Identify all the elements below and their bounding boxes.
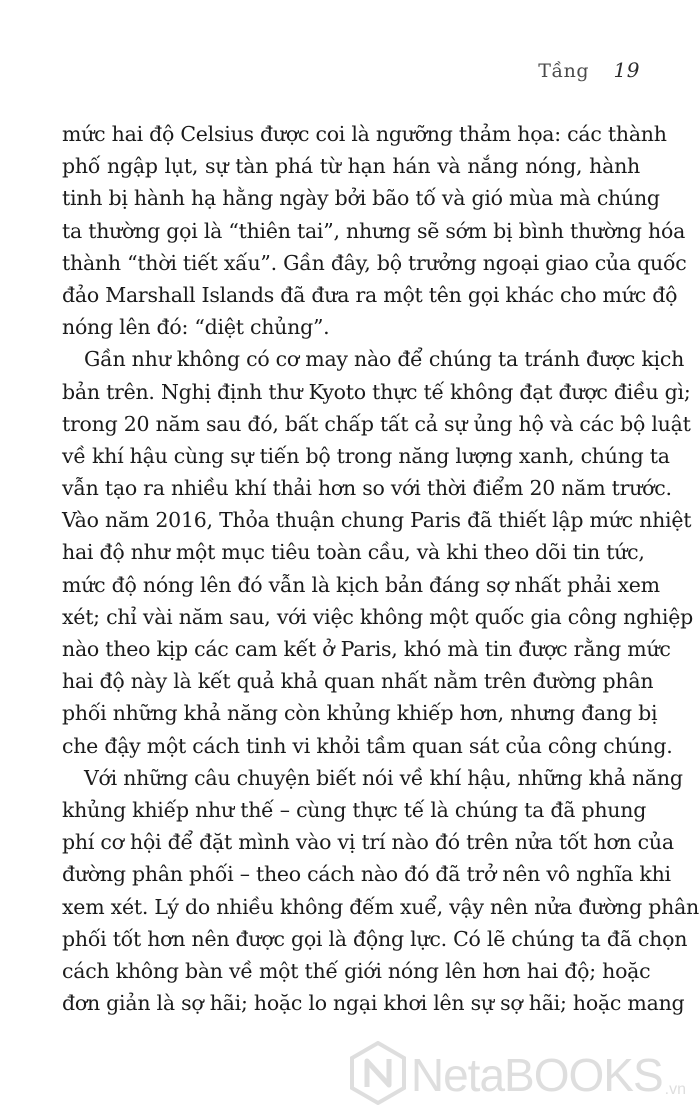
paragraph-first-line: Với những câu chuyện biết nói về khí hậu, những khả năng [84, 765, 683, 790]
text-line: đảo Marshall Islands đã đưa ra một tên gọi khác cho mức độ [62, 282, 678, 307]
text-line: nào theo kịp các cam kết ở Paris, khó mà tin được rằng mức [62, 637, 671, 661]
watermark-brand: NetaBOOKS [410, 1049, 663, 1101]
text-line: phí cơ hội để đặt mình vào vị trí nào đó trên nửa tốt hơn của [62, 830, 674, 855]
page-number: 19 [613, 58, 640, 82]
text-line: phối những khả năng còn khủng khiếp hơn, nhưng đang bị [62, 701, 658, 726]
text-line: xét; chỉ vài năm sau, với việc không một quốc gia công nghiệp [62, 604, 693, 629]
text-line: phối tốt hơn nên được gọi là động lực. Có lẽ chúng ta đã chọn [62, 926, 688, 951]
body-text [62, 118, 700, 1019]
text-line: cách không bàn về một thế giới nóng lên hơn hai độ; hoặc [62, 958, 651, 983]
chapter-title: Tầng [538, 60, 589, 82]
text-line: Vào năm 2016, Thỏa thuận chung Paris đã thiết lập mức nhiệt [62, 508, 692, 533]
running-header [538, 58, 640, 82]
text-line: về khí hậu cùng sự tiến bộ trong năng lượng xanh, chúng ta [62, 443, 670, 468]
text-line: hai độ như một mục tiêu toàn cầu, và khi theo dõi tin tức, [62, 540, 645, 565]
text-line: đơn giản là sợ hãi; hoặc lo ngại khơi lên sự sợ hãi; hoặc mang [62, 991, 685, 1016]
text-line: khủng khiếp như thế – cùng thực tế là chúng ta đã phung [62, 797, 647, 822]
text-line: ta thường gọi là “thiên tai”, nhưng sẽ sớm bị bình thường hóa [62, 218, 686, 243]
watermark-suffix: .vn [664, 1081, 686, 1098]
text-line: xem xét. Lý do nhiều không đếm xuể, vậy nên nửa đường phân [62, 894, 700, 919]
text-line: hai độ này là kết quả khả quan nhất nằm trên đường phân [62, 669, 654, 694]
text-line: thành “thời tiết xấu”. Gần đây, bộ trưởng ngoại giao của quốc [62, 250, 687, 275]
paragraph-first-line: Gần như không có cơ may nào để chúng ta tránh được kịch [84, 347, 685, 372]
text-line: che đậy một cách tinh vi khỏi tầm quan sát của công chúng. [62, 733, 673, 758]
watermark [349, 1041, 686, 1109]
text-line: đường phân phối – theo cách nào đó đã trở nên vô nghĩa khi [62, 862, 671, 887]
text-line: mức độ nóng lên đó vẫn là kịch bản đáng sợ nhất phải xem [62, 572, 660, 597]
text-line: vẫn tạo ra nhiều khí thải hơn so với thời điểm 20 năm trước. [62, 476, 672, 501]
text-line: phố ngập lụt, sự tàn phá từ hạn hán và nắng nóng, hành [62, 154, 640, 179]
text-line: bản trên. Nghị định thư Kyoto thực tế không đạt được điều gì; [62, 379, 691, 404]
text-line: tinh bị hành hạ hằng ngày bởi bão tố và gió mùa mà chúng [62, 186, 660, 211]
text-line: trong 20 năm sau đó, bất chấp tất cả sự ủng hộ và các bộ luật [62, 411, 691, 436]
netabooks-logo-icon [349, 1041, 407, 1109]
text-line: nóng lên đó: “diệt chủng”. [62, 315, 330, 340]
text-line: mức hai độ Celsius được coi là ngưỡng thảm họa: các thành [62, 122, 667, 146]
